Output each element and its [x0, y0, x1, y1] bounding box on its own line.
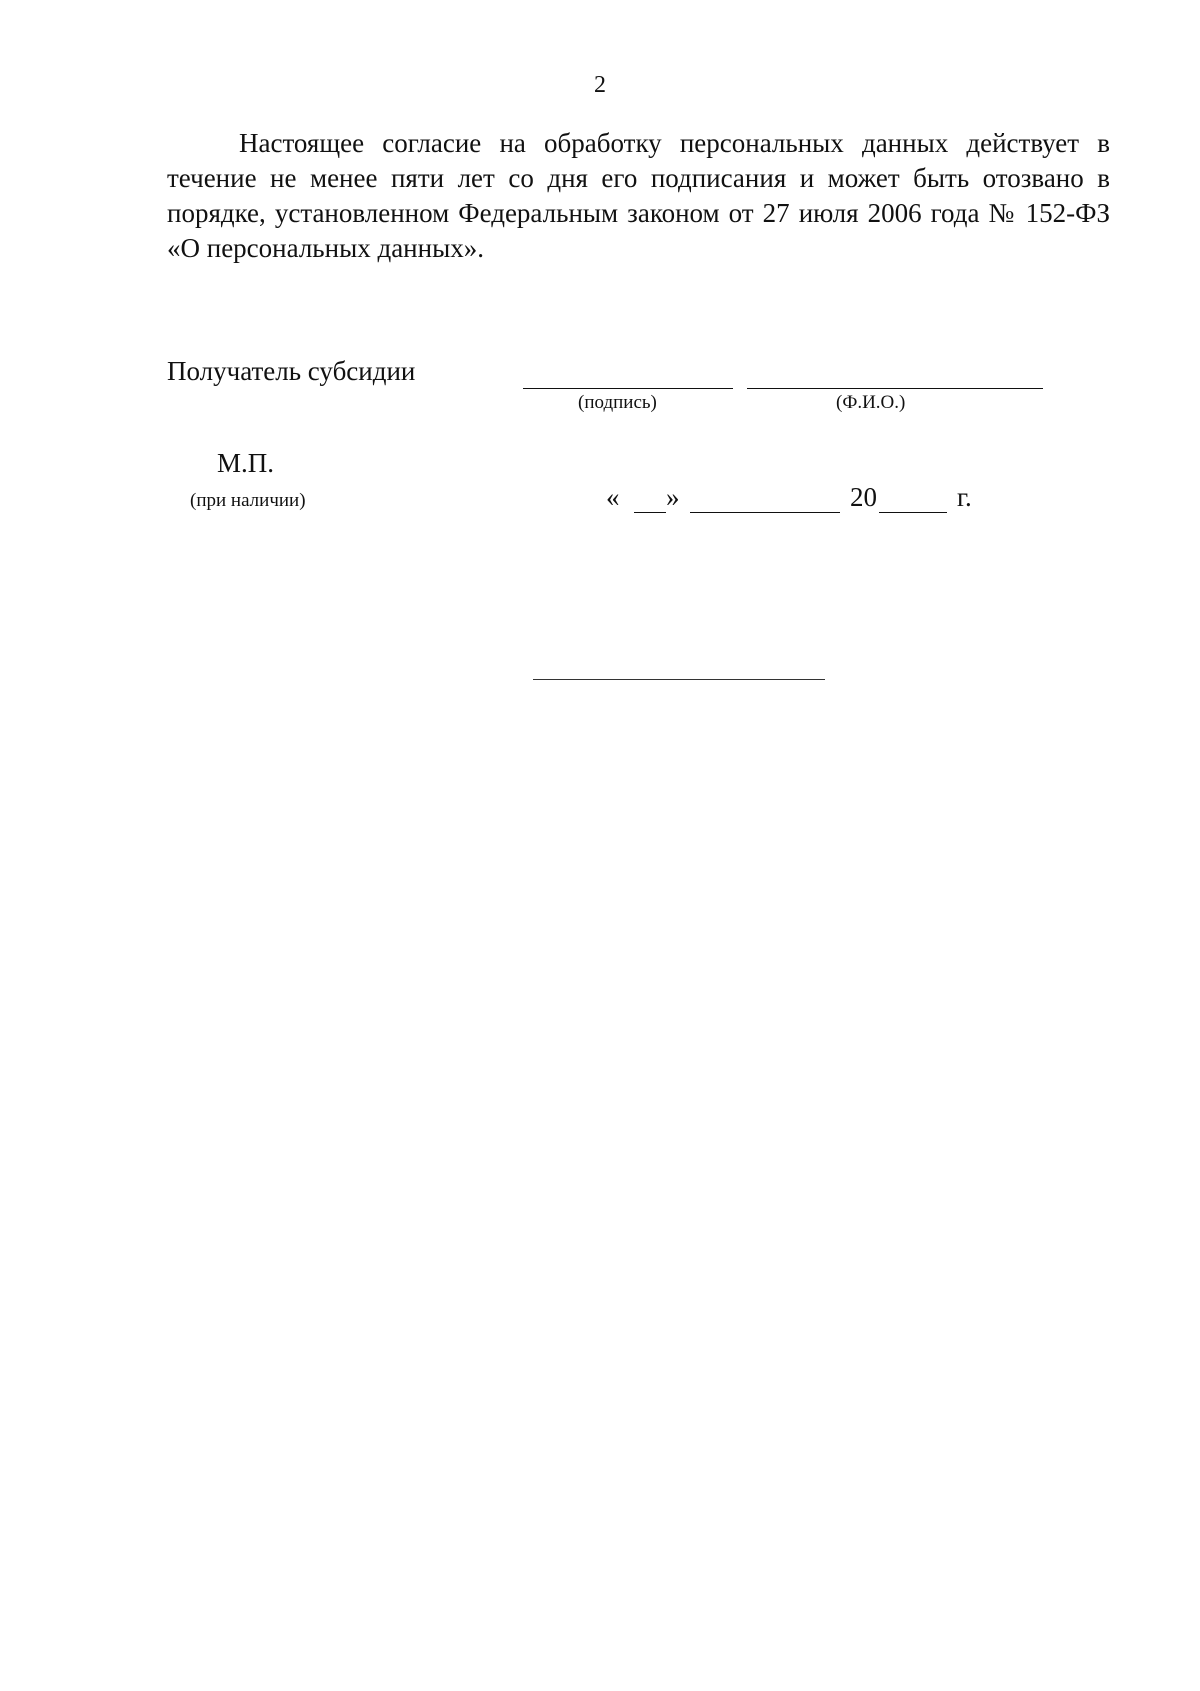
page-number: 2: [594, 72, 606, 98]
end-rule: [533, 679, 825, 680]
date-year-line: [879, 512, 947, 513]
signature-line: [523, 388, 733, 389]
signature-caption: (подпись): [578, 392, 657, 413]
date-close-quote: »: [666, 482, 680, 512]
fio-line: [747, 388, 1043, 389]
seal-caption: (при наличии): [190, 490, 306, 511]
date-year-suffix: г.: [957, 482, 972, 512]
recipient-label: Получатель субсидии: [167, 356, 416, 386]
date-day-line: [634, 512, 666, 513]
fio-caption: (Ф.И.О.): [836, 392, 906, 413]
consent-paragraph: Настоящее согласие на обработку персональных данных действует в течение не менее пяти лет со дня его подписания и может быть отозвано в порядке, установленном Федеральным законом от 27 июля 2006 года № 152-ФЗ «О персональных данных».: [167, 128, 1110, 263]
date-year-prefix: 20: [850, 482, 877, 512]
seal-mark: М.П.: [217, 448, 275, 478]
date-open-quote: «: [606, 482, 620, 512]
date-month-line: [690, 512, 840, 513]
